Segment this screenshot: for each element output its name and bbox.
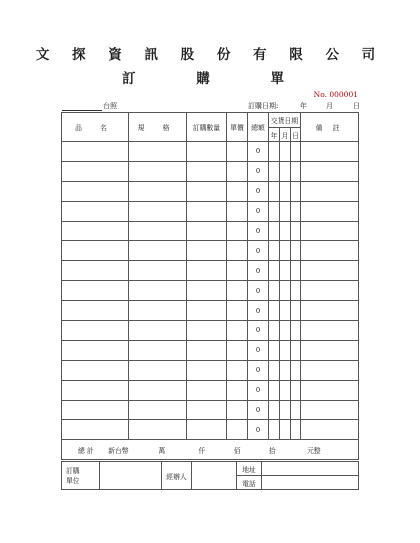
table-row bbox=[62, 360, 359, 380]
remark-cell[interactable] bbox=[301, 420, 359, 440]
item-name-cell[interactable] bbox=[62, 281, 129, 301]
phone-label: 電話 bbox=[237, 476, 262, 490]
unit-price-cell[interactable] bbox=[227, 201, 248, 221]
remark-cell[interactable] bbox=[301, 241, 359, 261]
unit-price-cell[interactable] bbox=[227, 161, 248, 181]
table-row bbox=[62, 181, 359, 201]
header-quantity: 訂購數量 bbox=[187, 113, 227, 142]
delivery-year-cell[interactable] bbox=[269, 241, 280, 261]
item-name-cell[interactable] bbox=[62, 400, 129, 420]
unit-price-cell[interactable] bbox=[227, 340, 248, 360]
delivery-month-cell[interactable] bbox=[280, 161, 291, 181]
spec-cell[interactable] bbox=[129, 261, 187, 281]
spec-cell[interactable] bbox=[129, 380, 187, 400]
header-delivery-month: 月 bbox=[280, 128, 291, 142]
item-name-cell[interactable] bbox=[62, 380, 129, 400]
delivery-month-cell[interactable] bbox=[280, 420, 291, 440]
total-label: 總 計 bbox=[78, 446, 94, 455]
total-amount-cell[interactable]: 0 bbox=[248, 380, 269, 400]
total-cell bbox=[62, 440, 359, 460]
spec-cell[interactable] bbox=[129, 281, 187, 301]
remark-cell[interactable] bbox=[301, 181, 359, 201]
table-row bbox=[62, 161, 359, 181]
order-date-month: 月 bbox=[326, 102, 333, 110]
spec-cell[interactable] bbox=[129, 221, 187, 241]
delivery-day-cell[interactable] bbox=[291, 420, 301, 440]
spec-cell[interactable] bbox=[129, 142, 187, 162]
delivery-month-cell[interactable] bbox=[280, 221, 291, 241]
spec-cell[interactable] bbox=[129, 340, 187, 360]
delivery-month-cell[interactable] bbox=[280, 400, 291, 420]
total-bai: 佰 bbox=[233, 446, 241, 455]
table-row bbox=[62, 321, 359, 341]
handler-label: 經辦人 bbox=[162, 462, 192, 490]
item-name-cell[interactable] bbox=[62, 301, 129, 321]
quantity-cell[interactable] bbox=[187, 301, 227, 321]
table-row bbox=[62, 420, 359, 440]
company-name: 文 探 資 訊 股 份 有 限 公 司 bbox=[35, 47, 385, 63]
recipient-blank[interactable] bbox=[62, 110, 102, 111]
total-row bbox=[62, 440, 359, 460]
unit-price-cell[interactable] bbox=[227, 321, 248, 341]
total-yuan: 元整 bbox=[307, 446, 321, 455]
total-amount-cell[interactable]: 0 bbox=[248, 281, 269, 301]
item-name-cell[interactable] bbox=[62, 261, 129, 281]
delivery-year-cell[interactable] bbox=[269, 181, 280, 201]
total-currency: 新台幣 bbox=[108, 446, 129, 455]
table-row bbox=[62, 142, 359, 162]
total-amount-cell[interactable]: 0 bbox=[248, 142, 269, 162]
table-row bbox=[62, 201, 359, 221]
delivery-year-cell[interactable] bbox=[269, 142, 280, 162]
footer-table bbox=[61, 461, 359, 490]
table-row bbox=[62, 221, 359, 241]
total-shi: 拾 bbox=[268, 446, 276, 455]
delivery-month-cell[interactable] bbox=[280, 201, 291, 221]
spec-cell[interactable] bbox=[129, 161, 187, 181]
quantity-cell[interactable] bbox=[187, 400, 227, 420]
item-name-cell[interactable] bbox=[62, 241, 129, 261]
phone-field[interactable] bbox=[262, 476, 359, 490]
delivery-day-cell[interactable] bbox=[291, 400, 301, 420]
quantity-cell[interactable] bbox=[187, 360, 227, 380]
total-qian: 仟 bbox=[198, 446, 206, 455]
remark-cell[interactable] bbox=[301, 380, 359, 400]
total-amount-cell[interactable]: 0 bbox=[248, 161, 269, 181]
delivery-day-cell[interactable] bbox=[291, 241, 301, 261]
total-wan: 萬 bbox=[158, 446, 166, 455]
delivery-year-cell[interactable] bbox=[269, 420, 280, 440]
delivery-month-cell[interactable] bbox=[280, 380, 291, 400]
spec-cell[interactable] bbox=[129, 201, 187, 221]
item-name-cell[interactable] bbox=[62, 161, 129, 181]
header-item-name: 品 名 bbox=[62, 113, 129, 142]
remark-cell[interactable] bbox=[301, 301, 359, 321]
unit-price-cell[interactable] bbox=[227, 420, 248, 440]
delivery-month-cell[interactable] bbox=[280, 281, 291, 301]
delivery-month-cell[interactable] bbox=[280, 321, 291, 341]
ordering-unit-label: 訂購 單位 bbox=[62, 462, 100, 490]
remark-cell[interactable] bbox=[301, 340, 359, 360]
delivery-year-cell[interactable] bbox=[269, 161, 280, 181]
delivery-year-cell[interactable] bbox=[269, 301, 280, 321]
delivery-month-cell[interactable] bbox=[280, 360, 291, 380]
delivery-year-cell[interactable] bbox=[269, 261, 280, 281]
remark-cell[interactable] bbox=[301, 400, 359, 420]
delivery-month-cell[interactable] bbox=[280, 340, 291, 360]
total-amount-cell[interactable]: 0 bbox=[248, 301, 269, 321]
delivery-day-cell[interactable] bbox=[291, 261, 301, 281]
quantity-cell[interactable] bbox=[187, 261, 227, 281]
unit-price-cell[interactable] bbox=[227, 181, 248, 201]
remark-cell[interactable] bbox=[301, 142, 359, 162]
spec-cell[interactable] bbox=[129, 360, 187, 380]
delivery-month-cell[interactable] bbox=[280, 181, 291, 201]
header-unit-price: 單價 bbox=[227, 113, 248, 142]
table-row bbox=[62, 400, 359, 420]
order-date-label: 訂購日期: bbox=[248, 102, 279, 110]
recipient-suffix: 台照 bbox=[103, 102, 117, 110]
delivery-day-cell[interactable] bbox=[291, 201, 301, 221]
spec-cell[interactable] bbox=[129, 181, 187, 201]
unit-price-cell[interactable] bbox=[227, 360, 248, 380]
order-table bbox=[61, 112, 359, 460]
item-name-cell[interactable] bbox=[62, 201, 129, 221]
spec-cell[interactable] bbox=[129, 420, 187, 440]
total-amount-cell[interactable]: 0 bbox=[248, 321, 269, 341]
total-amount-cell[interactable]: 0 bbox=[248, 340, 269, 360]
remark-cell[interactable] bbox=[301, 221, 359, 241]
remark-cell[interactable] bbox=[301, 321, 359, 341]
delivery-year-cell[interactable] bbox=[269, 360, 280, 380]
remark-cell[interactable] bbox=[301, 161, 359, 181]
delivery-year-cell[interactable] bbox=[269, 281, 280, 301]
item-name-cell[interactable] bbox=[62, 340, 129, 360]
quantity-cell[interactable] bbox=[187, 241, 227, 261]
header-spec: 規 格 bbox=[129, 113, 187, 142]
spec-cell[interactable] bbox=[129, 241, 187, 261]
total-amount-cell[interactable]: 0 bbox=[248, 400, 269, 420]
handler-field[interactable] bbox=[192, 462, 237, 490]
total-amount-cell[interactable]: 0 bbox=[248, 181, 269, 201]
delivery-month-cell[interactable] bbox=[280, 301, 291, 321]
remark-cell[interactable] bbox=[301, 201, 359, 221]
item-name-cell[interactable] bbox=[62, 360, 129, 380]
table-row bbox=[62, 301, 359, 321]
delivery-day-cell[interactable] bbox=[291, 142, 301, 162]
quantity-cell[interactable] bbox=[187, 321, 227, 341]
unit-price-cell[interactable] bbox=[227, 142, 248, 162]
delivery-day-cell[interactable] bbox=[291, 181, 301, 201]
unit-price-cell[interactable] bbox=[227, 301, 248, 321]
order-date-year: 年 bbox=[300, 102, 307, 110]
unit-price-cell[interactable] bbox=[227, 400, 248, 420]
remark-cell[interactable] bbox=[301, 281, 359, 301]
quantity-cell[interactable] bbox=[187, 142, 227, 162]
total-amount-cell[interactable]: 0 bbox=[248, 201, 269, 221]
remark-cell[interactable] bbox=[301, 261, 359, 281]
total-amount-cell[interactable]: 0 bbox=[248, 241, 269, 261]
delivery-day-cell[interactable] bbox=[291, 281, 301, 301]
total-amount-cell[interactable]: 0 bbox=[248, 261, 269, 281]
form-title: 訂 購 單 bbox=[122, 71, 312, 87]
delivery-year-cell[interactable] bbox=[269, 380, 280, 400]
delivery-year-cell[interactable] bbox=[269, 340, 280, 360]
unit-price-cell[interactable] bbox=[227, 221, 248, 241]
spec-cell[interactable] bbox=[129, 321, 187, 341]
table-row bbox=[62, 281, 359, 301]
quantity-cell[interactable] bbox=[187, 221, 227, 241]
quantity-cell[interactable] bbox=[187, 161, 227, 181]
table-row bbox=[62, 380, 359, 400]
header-remark: 備 註 bbox=[301, 113, 359, 142]
delivery-day-cell[interactable] bbox=[291, 221, 301, 241]
quantity-cell[interactable] bbox=[187, 181, 227, 201]
delivery-day-cell[interactable] bbox=[291, 360, 301, 380]
total-amount-cell[interactable]: 0 bbox=[248, 420, 269, 440]
delivery-year-cell[interactable] bbox=[269, 201, 280, 221]
ordering-unit-field[interactable] bbox=[100, 462, 162, 490]
delivery-month-cell[interactable] bbox=[280, 261, 291, 281]
header-total: 總額 bbox=[248, 113, 269, 142]
item-name-cell[interactable] bbox=[62, 142, 129, 162]
unit-price-cell[interactable] bbox=[227, 380, 248, 400]
delivery-month-cell[interactable] bbox=[280, 241, 291, 261]
order-date-day: 日 bbox=[353, 102, 360, 110]
delivery-day-cell[interactable] bbox=[291, 301, 301, 321]
document-number: No. 000001 bbox=[313, 90, 358, 99]
delivery-month-cell[interactable] bbox=[280, 142, 291, 162]
spec-cell[interactable] bbox=[129, 301, 187, 321]
unit-price-cell[interactable] bbox=[227, 241, 248, 261]
address-field[interactable] bbox=[262, 462, 359, 476]
header-delivery-day: 日 bbox=[291, 128, 301, 142]
delivery-year-cell[interactable] bbox=[269, 400, 280, 420]
remark-cell[interactable] bbox=[301, 360, 359, 380]
unit-price-cell[interactable] bbox=[227, 281, 248, 301]
table-row bbox=[62, 241, 359, 261]
delivery-day-cell[interactable] bbox=[291, 321, 301, 341]
unit-price-cell[interactable] bbox=[227, 261, 248, 281]
item-name-cell[interactable] bbox=[62, 181, 129, 201]
header-delivery-date: 交貨日期 bbox=[269, 113, 301, 128]
item-name-cell[interactable] bbox=[62, 420, 129, 440]
header-delivery-year: 年 bbox=[269, 128, 280, 142]
table-row bbox=[62, 261, 359, 281]
table-row bbox=[62, 340, 359, 360]
delivery-year-cell[interactable] bbox=[269, 321, 280, 341]
recipient-line bbox=[62, 101, 117, 111]
delivery-day-cell[interactable] bbox=[291, 161, 301, 181]
item-name-cell[interactable] bbox=[62, 221, 129, 241]
quantity-cell[interactable] bbox=[187, 340, 227, 360]
delivery-day-cell[interactable] bbox=[291, 340, 301, 360]
quantity-cell[interactable] bbox=[187, 420, 227, 440]
total-amount-cell[interactable]: 0 bbox=[248, 360, 269, 380]
item-name-cell[interactable] bbox=[62, 321, 129, 341]
quantity-cell[interactable] bbox=[187, 201, 227, 221]
delivery-year-cell[interactable] bbox=[269, 221, 280, 241]
total-amount-cell[interactable]: 0 bbox=[248, 221, 269, 241]
address-label: 地址 bbox=[237, 462, 262, 476]
quantity-cell[interactable] bbox=[187, 281, 227, 301]
delivery-day-cell[interactable] bbox=[291, 380, 301, 400]
table-header-row bbox=[62, 113, 359, 128]
quantity-cell[interactable] bbox=[187, 380, 227, 400]
spec-cell[interactable] bbox=[129, 400, 187, 420]
